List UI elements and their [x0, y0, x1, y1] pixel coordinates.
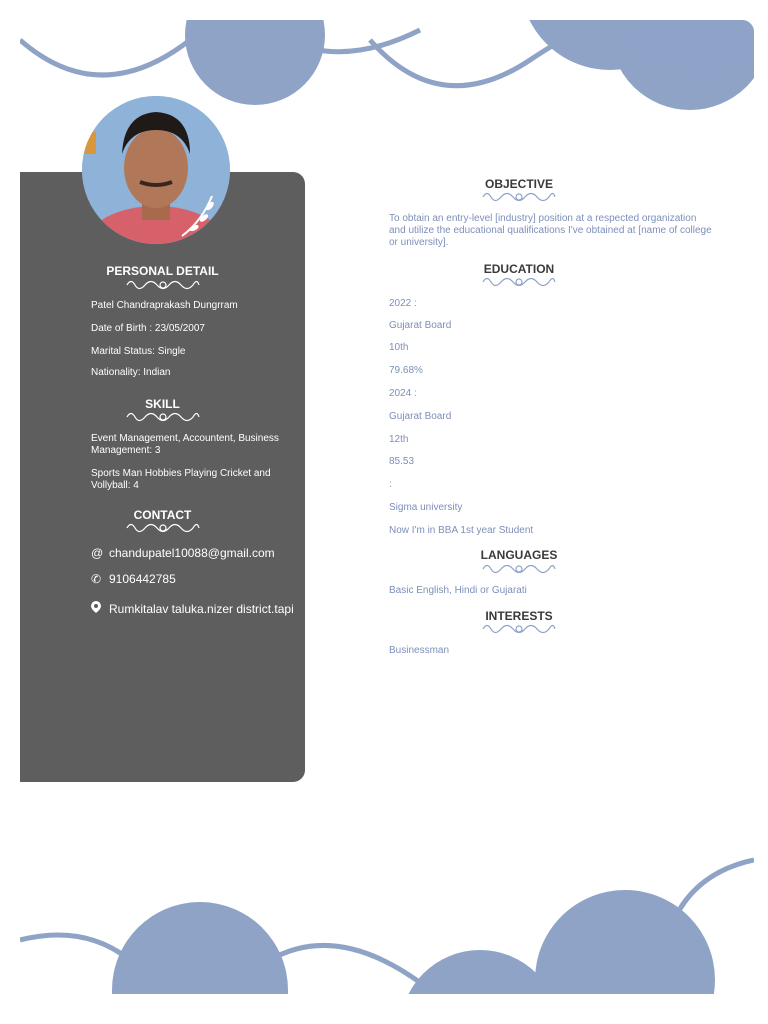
education-score: 79.68% [389, 365, 423, 376]
flourish-divider [123, 278, 203, 292]
skill-item: Sports Man Hobbies Playing Cricket and Vollyball: 4 [91, 468, 271, 491]
education-year: 2024 : [389, 388, 417, 399]
flourish-divider [479, 190, 559, 204]
flourish-divider [479, 622, 559, 636]
education-heading: EDUCATION [483, 262, 555, 276]
personal-detail-heading: PERSONAL DETAIL [106, 264, 219, 278]
objective-heading: OBJECTIVE [484, 177, 553, 191]
education-board: Sigma university [389, 502, 463, 513]
personal-nationality: Nationality: Indian [91, 367, 171, 378]
education-level: 12th [389, 434, 409, 445]
education-year: : [389, 479, 392, 490]
personal-dob: Date of Birth : 23/05/2007 [91, 323, 205, 334]
phone-icon: ✆ [91, 572, 102, 586]
profile-photo [82, 96, 230, 244]
languages-heading: LANGUAGES [480, 548, 558, 562]
education-board: Gujarat Board [389, 320, 452, 331]
flourish-divider [479, 275, 559, 289]
flourish-divider [123, 521, 203, 535]
education-level: 10th [389, 342, 409, 353]
personal-name: Patel Chandraprakash Dungrram [91, 300, 238, 311]
education-board: Gujarat Board [389, 411, 452, 422]
education-level: Now I'm in BBA 1st year Student [389, 525, 534, 536]
contact-address-row [91, 601, 294, 616]
at-icon: @ [91, 546, 104, 560]
education-year: 2022 : [389, 298, 417, 309]
interests-text: Businessman [389, 645, 450, 656]
skill-item: Event Management, Accountent, Business Management: 3 [91, 433, 279, 456]
education-score: 85.53 [389, 456, 415, 467]
flourish-divider [479, 562, 559, 576]
bottom-decoration [20, 850, 754, 994]
map-pin-icon [91, 601, 105, 616]
contact-email: chandupatel10088@gmail.com [109, 546, 275, 560]
contact-email-row[interactable] [91, 546, 275, 560]
interests-heading: INTERESTS [485, 609, 553, 623]
contact-phone: 9106442785 [109, 572, 176, 586]
contact-address: Rumkitalav taluka.nizer district.tapi [109, 601, 294, 616]
contact-heading: CONTACT [133, 508, 192, 522]
languages-text: Basic English, Hindi or Gujarati [389, 585, 527, 596]
skill-heading: SKILL [145, 397, 180, 411]
objective-text: To obtain an entry-level [industry] position at a respected organization and utilize the educational qualifications I've obtained at [name of college or university]. [389, 213, 712, 248]
personal-marital: Marital Status: Single [91, 346, 186, 357]
flourish-divider [123, 410, 203, 424]
contact-phone-row[interactable] [91, 572, 176, 586]
